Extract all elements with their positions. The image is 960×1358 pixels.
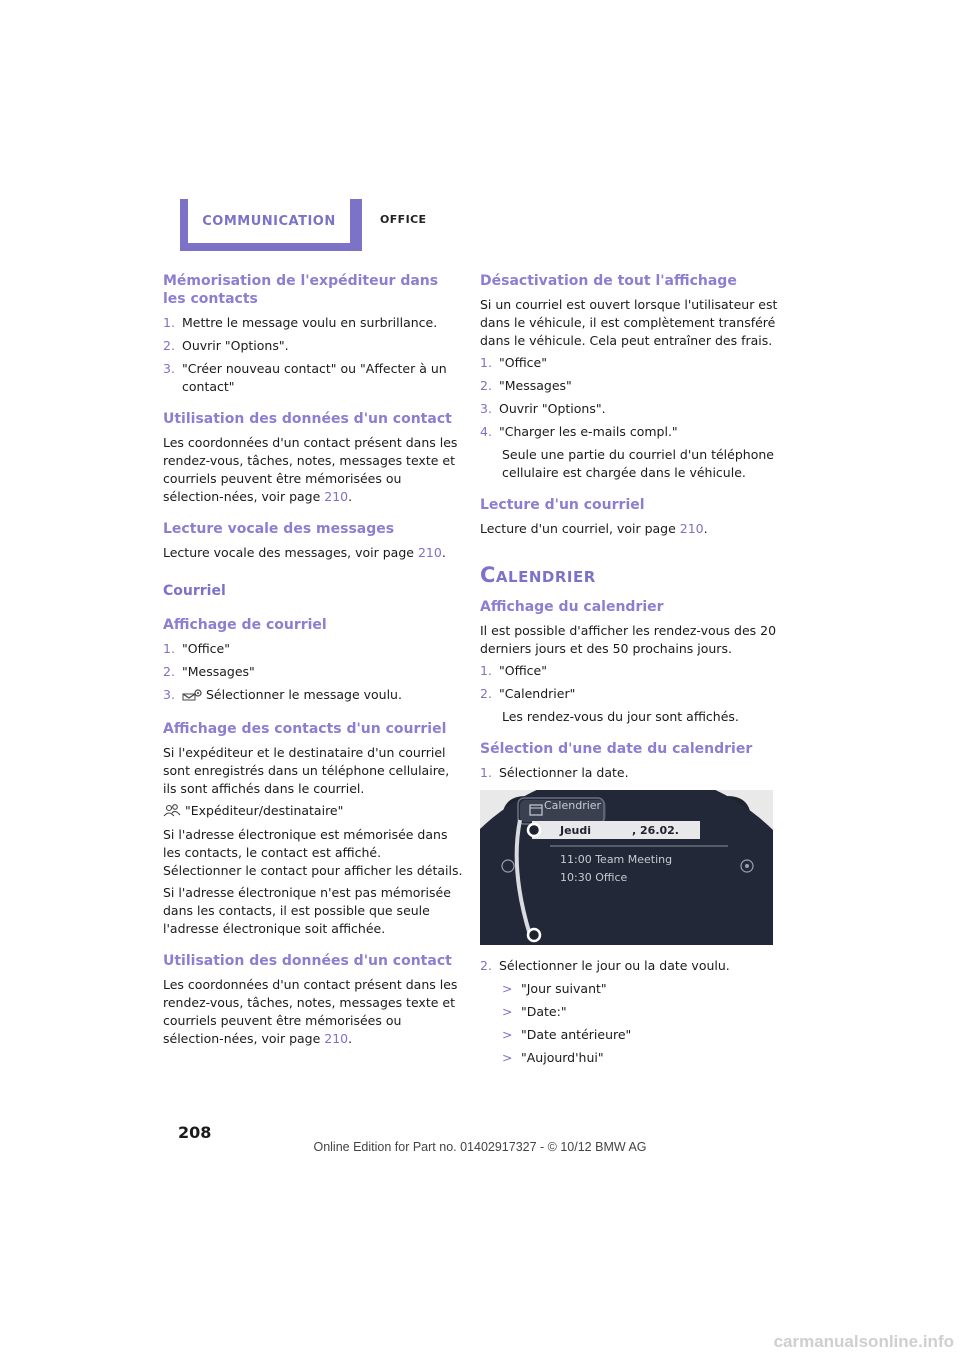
section-email-contacts: Affichage des contacts d'un courriel Si l'expéditeur et le destinataire d'un courriel sont enregistrés dans un téléphone cellulaire, ils sont affichés dans le courriel. "Expéditeur/destinataire" Si l'adresse électronique est mémorisée dans les contacts, le contact est affiché. Sélectionner le contact pour afficher les détails. Si l'adresse électronique n'est pas mémorisée dans les contacts, il est possible que seule l'adresse électronique soit affichée.	[163, 721, 463, 936]
section-full-display: Désactivation de tout l'affichage Si un courriel est ouvert lorsque l'utilisateur est dans le véhicule, il est complètement transféré dans le véhicule. Cela peut entraîner des frais. 1. "Office" 2. "Messages" 3. Ouvrir "Options". 4. "Charger les e-mails compl." Seule une partie du courriel d'un téléphone cellulaire est chargée dans le véhicule.	[480, 272, 780, 482]
page-number: 208	[178, 1123, 212, 1142]
heading-contact-data: Utilisation des données d'un contact	[163, 411, 452, 427]
heading-select-date: Sélection d'une date du calendrier	[480, 741, 753, 757]
section-read-email: Lecture d'un courriel Lecture d'un courriel, voir page 210.	[480, 496, 780, 538]
heading-contact-data-2: Utilisation des données d'un contact	[163, 953, 452, 969]
section-voice-read: Lecture vocale des messages Lecture vocale des messages, voir page 210.	[163, 520, 463, 562]
list-item: 2. "Messages"	[163, 664, 255, 679]
heading-calendar-display: Affichage du calendrier	[480, 599, 664, 615]
list-item: 1. "Office"	[163, 641, 230, 656]
list-item: 1. "Office"	[480, 355, 547, 370]
watermark: carmanualsonline.info	[773, 1332, 954, 1351]
list-item: 3. "Créer nouveau contact" ou "Affecter à un contact"	[163, 361, 447, 394]
section-email	[163, 582, 463, 706]
section-memorize-sender	[163, 272, 463, 396]
list-item: 1. Mettre le message voulu en surbrillance.	[163, 315, 438, 330]
list-item: 4. "Charger les e-mails compl."	[480, 424, 678, 439]
screen-day: Jeudi	[560, 824, 592, 837]
heading-full-display: Désactivation de tout l'affichage	[480, 273, 737, 289]
right-column	[480, 272, 780, 1081]
screen-item: 10:30 Office	[560, 871, 628, 884]
page-link[interactable]: 210	[324, 1031, 349, 1046]
email-icon	[182, 688, 202, 706]
section-contact-data-2: Utilisation des données d'un contact Les coordonnées d'un contact présent dans les rendez-vous, tâches, notes, messages texte et courriels peuvent être mémorisées ou sélection-nées, voir page 210.	[163, 952, 463, 1048]
page-link[interactable]: 210	[417, 545, 442, 560]
option-item: > "Date:"	[502, 1004, 567, 1019]
section-tab	[180, 199, 362, 251]
list-item: 3. Ouvrir "Options".	[480, 401, 606, 416]
list-item: 1. "Office"	[480, 663, 547, 678]
screen-item: 11:00 Team Meeting	[560, 853, 673, 866]
heading-email-display: Affichage de courriel	[163, 617, 327, 633]
list-item: 3. Sélectionner le message voulu.	[163, 686, 463, 706]
page-link[interactable]: 210	[679, 521, 704, 536]
list-item: 2. Sélectionner le jour ou la date voulu.	[480, 958, 730, 973]
heading-email: Courriel	[163, 583, 226, 599]
footer-edition: Online Edition for Part no. 01402917327 - © 10/12 BMW AG	[313, 1140, 647, 1154]
left-column	[163, 272, 463, 1062]
page-link[interactable]: 210	[324, 489, 349, 504]
section-contact-data: Utilisation des données d'un contact Les coordonnées d'un contact présent dans les rendez-vous, tâches, notes, messages texte et courriels peuvent être mémorisées ou sélection-nées, voir page 210.	[163, 410, 463, 506]
heading-memorize-sender: Mémorisation de l'expéditeur dans les contacts	[163, 273, 439, 307]
section-title: COMMUNICATION	[188, 199, 350, 243]
heading-calendar: Calendrier	[480, 563, 596, 587]
screen-date: , 26.02.	[632, 824, 679, 837]
section-calendar: Calendrier Affichage du calendrier Il est possible d'afficher les rendez-vous des 20 derniers jours et des 50 prochains jours. 1. "Office" 2. "Calendrier" Les rendez-vous du jour sont affichés.	[480, 562, 780, 726]
section-select-date	[480, 740, 780, 1067]
list-item: 2. "Messages"	[480, 378, 572, 393]
calendar-screen	[480, 790, 773, 945]
heading-voice-read: Lecture vocale des messages	[163, 521, 395, 537]
heading-read-email: Lecture d'un courriel	[480, 497, 645, 513]
list-item: 1. Sélectionner la date.	[480, 765, 629, 780]
screen-title: Calendrier	[544, 799, 602, 812]
contacts-icon	[163, 804, 181, 822]
option-item: > "Date antérieure"	[502, 1027, 632, 1042]
list-item: 2. Ouvrir "Options".	[163, 338, 289, 353]
option-item: > "Aujourd'hui"	[502, 1050, 604, 1065]
subsection-title: OFFICE	[380, 213, 427, 226]
heading-email-contacts: Affichage des contacts d'un courriel	[163, 721, 447, 737]
list-item: 2. "Calendrier"	[480, 686, 576, 701]
option-item: > "Jour suivant"	[502, 981, 607, 996]
